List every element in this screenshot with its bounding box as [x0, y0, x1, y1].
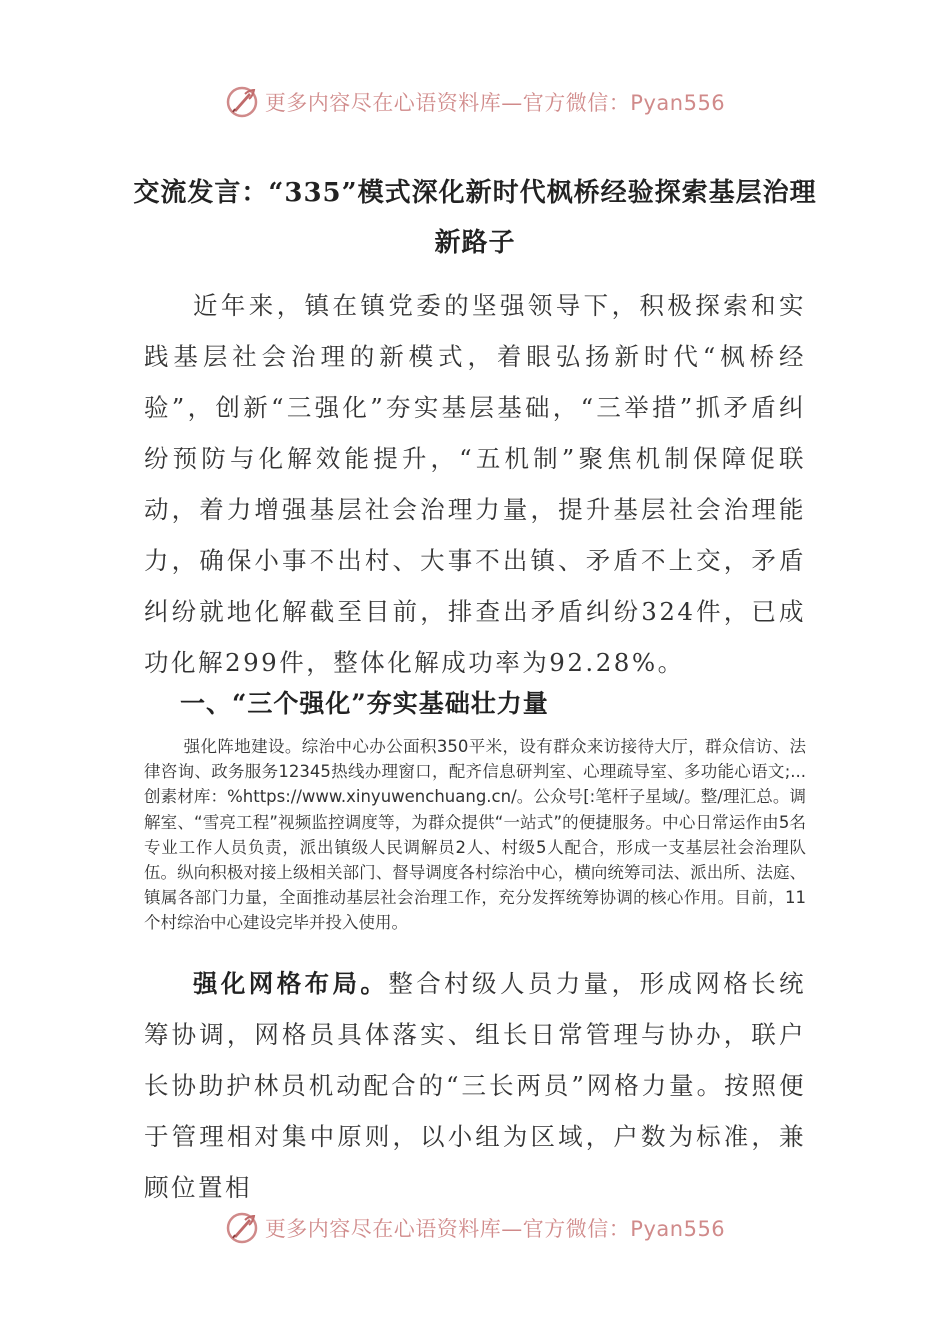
document-title-line2: 新路子	[434, 228, 516, 258]
quill-logo-icon	[225, 85, 259, 119]
quill-logo-icon	[225, 1211, 259, 1245]
watermark-text: 更多内容尽在心语资料库—官方微信：Pyan556	[264, 1217, 726, 1241]
intro-paragraph: 近年来，镇在镇党委的坚强领导下，积极探索和实践基层社会治理的新模式，着眼弘扬新时代“枫桥经验”，创新“三强化”夯实基层基础，“三举措”抓矛盾纠纷预防与化解效能提升，“五机制”聚焦机制保障促联动，着力增强基层社会治理力量，提升基层社会治理能力，确保小事不出村、大事不出镇、矛盾不上交，矛盾纠纷就地化解截至目前，排查出矛盾纠纷324件，已成功化解299件，整体化解成功率为92.28%。	[144, 291, 806, 677]
watermark-text: 更多内容尽在心语资料库—官方微信：Pyan556	[264, 91, 726, 115]
section-paragraph: 强化阵地建设。综治中心办公面积350平米，设有群众来访接待大厅，群众信访、法律咨询、政务服务12345热线办理窗口，配齐信息研判室、心理疏导室、多功能心语文;...创素材库：%https://www.xinyuwenchuang.cn/。公众号[:笔杆子星域/。整/理汇总。调解室、“雪亮工程”视频监控调度等，为群众提供“一站式”的便捷服务。中心日常运作由5名专业工作人员负责，派出镇级人民调解员2人、村级5人配合，形成一支基层社会治理队伍。纵向积极对接上级相关部门、督导调度各村综治中心，横向统筹司法、派出所、法庭、镇属各部门力量，全面推动基层社会治理工作，充分发挥统筹协调的核心作用。目前，11个村综治中心建设完毕并投入使用。	[144, 737, 806, 933]
section-heading: 一、“三个强化”夯实基础壮力量	[180, 689, 549, 718]
grid-paragraph-lead: 强化网格布局。	[193, 969, 389, 998]
grid-paragraph	[144, 958, 806, 1213]
grid-paragraph-body: 整合村级人员力量，形成网格长统筹协调，网格员具体落实、组长日常管理与协办，联户长协助护林员机动配合的“三长两员”网格力量。按照便于管理相对集中原则，以小组为区域，户数为标准，兼顾位置相	[144, 969, 807, 1202]
watermark-footer	[0, 1206, 950, 1250]
document-title-line1: 交流发言：“335”模式深化新时代枫桥经验探索基层治理	[133, 178, 817, 208]
watermark-header	[0, 80, 950, 124]
